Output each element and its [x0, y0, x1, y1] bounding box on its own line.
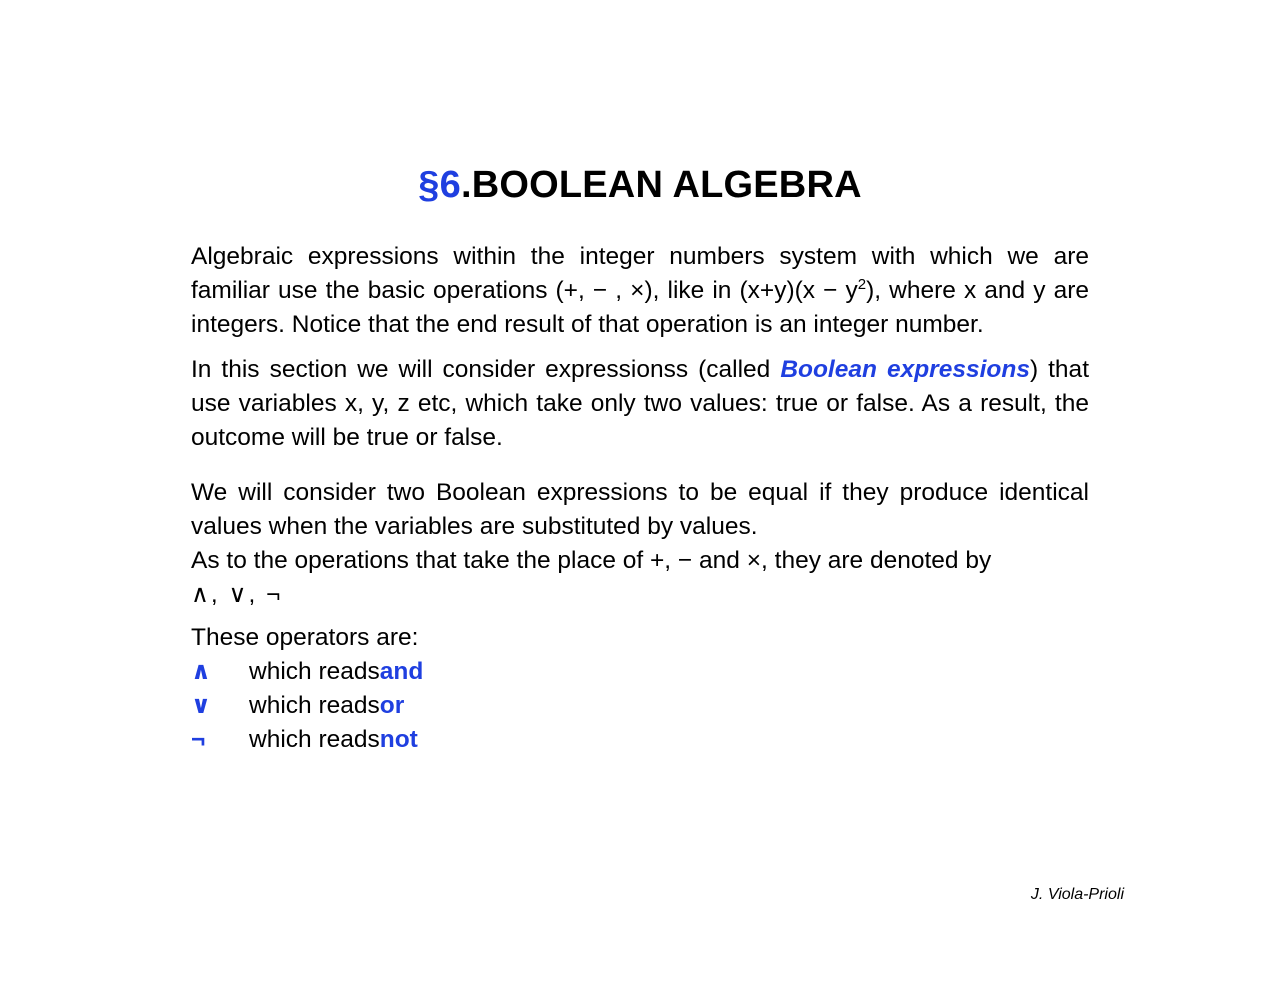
para2-text-a: In this section we will consider expressionss (called [191, 356, 781, 383]
para2-text-b: ) that use variables x, y, z etc, which take only two values: true or false. As a result, the outcome will be true or false. [191, 356, 1089, 451]
operator-description: which reads [249, 658, 380, 685]
paragraph-boolean-intro [191, 353, 1089, 455]
operator-word-and: and [379, 658, 424, 685]
operator-word-not: not [379, 726, 418, 753]
boolean-expressions-term: Boolean expressions [780, 356, 1030, 383]
and-symbol-icon: ∧ [191, 658, 211, 685]
slide-body [191, 240, 1089, 757]
not-symbol-icon: ¬ [191, 726, 206, 753]
superscript-exponent: 2 [857, 275, 867, 293]
para1-text-b: ), where x and y are integers. Notice that the end result of that operation is an integer number. [191, 277, 1089, 338]
operator-item-not [191, 723, 1089, 757]
operators-intro: These operators are: [191, 624, 419, 651]
operator-item-and [191, 655, 1089, 689]
para1-text-a: Algebraic expressions within the integer numbers system with which we are familiar use the basic operations (+, − , ×), like in (x+y)(x − y [191, 243, 1089, 304]
title-text: .BOOLEAN ALGEBRA [460, 164, 862, 206]
author-footer: J. Viola-Prioli [1030, 886, 1124, 903]
operator-description: which reads [249, 692, 380, 719]
or-symbol-icon: ∨ [191, 692, 211, 719]
operator-list [191, 655, 1089, 757]
paragraph-integer-expressions [191, 240, 1089, 342]
paragraph-operations: As to the operations that take the place of +, − and ×, they are denoted by [191, 547, 992, 574]
paragraph-equality: We will consider two Boolean expressions to be equal if they produce identical values when the variables are substituted by values. [191, 479, 1089, 540]
page-title [0, 164, 1280, 207]
operator-item-or [191, 689, 1089, 723]
operator-word-or: or [379, 692, 405, 719]
operator-description: which reads [249, 726, 380, 753]
operator-symbols-line: ∧, ∨, ¬ [191, 581, 283, 608]
section-number: §6 [418, 164, 461, 206]
